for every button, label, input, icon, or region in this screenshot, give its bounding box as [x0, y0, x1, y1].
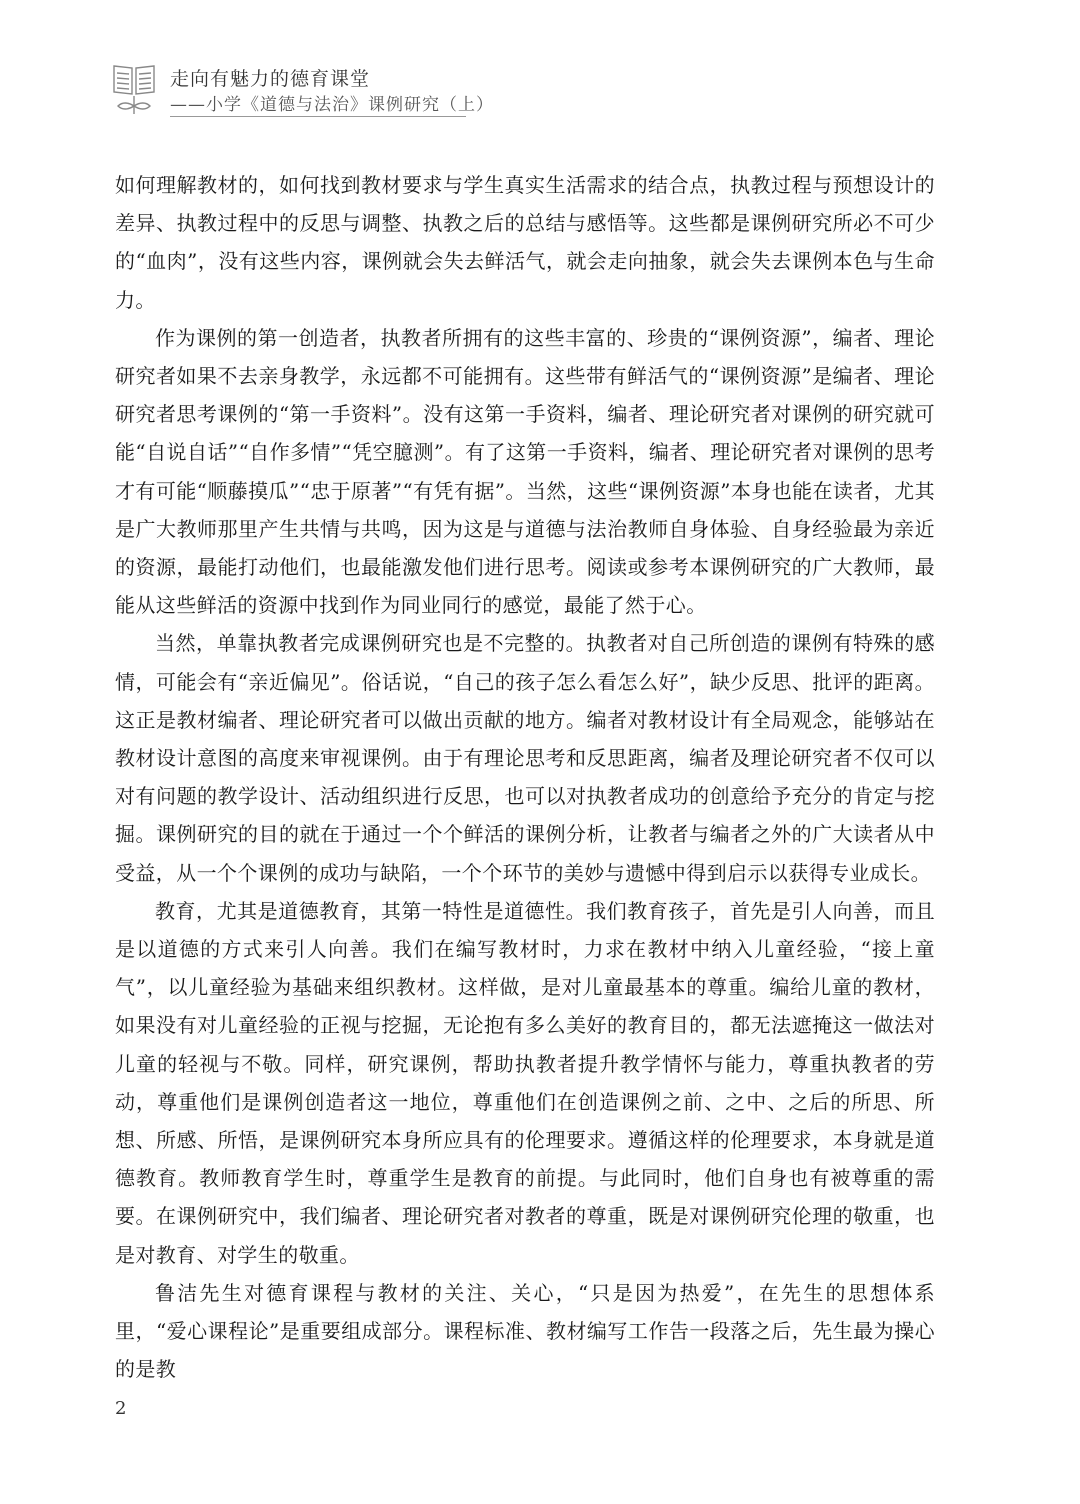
book-title: 走向有魅力的德育课堂: [170, 68, 371, 90]
header-divider: [170, 116, 466, 117]
page-number: 2: [115, 1398, 127, 1419]
paragraph: 教育，尤其是道德教育，其第一特性是道德性。我们教育孩子，首先是引人向善，而且是以道德的方式来引人向善。我们在编写教材时，力求在教材中纳入儿童经验，“接上童气”，以儿童经验为基础来组织教材。这样做，是对儿童最基本的尊重。编给儿童的教材，如果没有对儿童经验的正视与挖掘，无论抱有多么美好的教育目的，都无法遮掩这一做法对儿童的轻视与不敬。同样，研究课例，帮助执教者提升教学情怀与能力，尊重执教者的劳动，尊重他们是课例创造者这一地位，尊重他们在创造课例之前、之中、之后的所思、所想、所感、所悟，是课例研究本身所应具有的伦理要求。遵循这样的伦理要求，本身就是道德教育。教师教育学生时，尊重学生是教育的前提。与此同时，他们自身也有被尊重的需要。在课例研究中，我们编者、理论研究者对教者的尊重，既是对课例研究伦理的敬重，也是对教育、对学生的敬重。: [115, 898, 935, 1267]
open-book-icon: [110, 60, 158, 116]
body-text: [115, 166, 935, 1389]
paragraph: 鲁洁先生对德育课程与教材的关注、关心，“只是因为热爱”，在先生的思想体系里，“爱心课程论”是重要组成部分。课程标准、教材编写工作告一段落之后，先生最为操心的是教: [115, 1280, 935, 1382]
running-header: [110, 60, 494, 120]
paragraph: 如何理解教材的，如何找到教材要求与学生真实生活需求的结合点，执教过程与预想设计的差异、执教过程中的反思与调整、执教之后的总结与感悟等。这些都是课例研究所必不可少的“血肉”，没有这些内容，课例就会失去鲜活气，就会走向抽象，就会失去课例本色与生命力。: [115, 173, 935, 312]
paragraph: 当然，单靠执教者完成课例研究也是不完整的。执教者对自己所创造的课例有特殊的感情，可能会有“亲近偏见”。俗话说，“自己的孩子怎么看怎么好”，缺少反思、批评的距离。这正是教材编者、理论研究者可以做出贡献的地方。编者对教材设计有全局观念，能够站在教材设计意图的高度来审视课例。由于有理论思考和反思距离，编者及理论研究者不仅可以对有问题的教学设计、活动组织进行反思，也可以对执教者成功的创意给予充分的肯定与挖掘。课例研究的目的就在于通过一个个鲜活的课例分析，让教者与编者之外的广大读者从中受益，从一个个课例的成功与缺陷，一个个环节的美妙与遗憾中得到启示以获得专业成长。: [115, 631, 935, 885]
book-subtitle: ——小学《道德与法治》课例研究（上）: [170, 95, 494, 115]
paragraph: 作为课例的第一创造者，执教者所拥有的这些丰富的、珍贵的“课例资源”，编者、理论研究者如果不去亲身教学，永远都不可能拥有。这些带有鲜活气的“课例资源”是编者、理论研究者思考课例的“第一手资料”。没有这第一手资料，编者、理论研究者对课例的研究就可能“自说自话”“自作多情”“凭空臆测”。有了这第一手资料，编者、理论研究者对课例的思考才有可能“顺藤摸瓜”“忠于原著”“有凭有据”。当然，这些“课例资源”本身也能在读者，尤其是广大教师那里产生共情与共鸣，因为这是与道德与法治教师自身体验、自身经验最为亲近的资源，最能打动他们，也最能激发他们进行思考。阅读或参考本课例研究的广大教师，最能从这些鲜活的资源中找到作为同业同行的感觉，最能了然于心。: [115, 325, 935, 618]
